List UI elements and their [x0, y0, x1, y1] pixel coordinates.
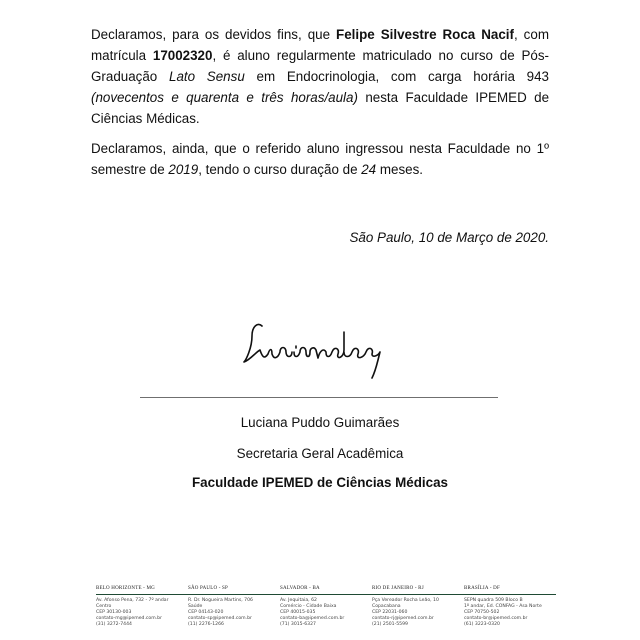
- text: Declaramos, para os devidos fins, que: [91, 27, 337, 42]
- office-district: 1º andar, Ed. CONFAG - Asa Norte: [464, 604, 542, 609]
- text: meses.: [376, 162, 424, 177]
- declaration-paragraph-enrollment: [91, 24, 549, 129]
- signatory-role: Secretaria Geral Acadêmica: [236, 446, 404, 461]
- hours-in-words: (novecentos e quarenta e três horas/aula): [91, 90, 358, 105]
- office-brasilia: [464, 586, 556, 628]
- course-duration-months: 24: [361, 162, 377, 177]
- text: , com matrícula: [91, 27, 549, 63]
- footer-offices: [96, 586, 556, 628]
- office-phone: (61) 3223-0320: [464, 622, 500, 627]
- office-address: Av. Afonso Pena, 732 - 7º andar: [96, 598, 169, 603]
- office-address: Av. Jequitaia, 62: [280, 598, 317, 603]
- office-email: contato-mg@ipemed.com.br: [96, 616, 162, 621]
- office-email: contato-rj@ipemed.com.br: [372, 616, 434, 621]
- declaration-paragraph-admission: [91, 138, 549, 180]
- office-belo-horizonte: [96, 586, 188, 628]
- office-cep: CEP 04143-020: [188, 610, 224, 615]
- office-email: contato-br@ipemed.com.br: [464, 616, 528, 621]
- office-cep: CEP 70750-502: [464, 610, 500, 615]
- office-address: R. Dr. Nogueira Martins, 706: [188, 598, 253, 603]
- registration-number: 17002320: [152, 48, 213, 63]
- office-cep: CEP 40015-035: [280, 610, 316, 615]
- office-district: Copacabana: [372, 604, 401, 609]
- handwritten-signature: [240, 312, 400, 382]
- student-name: Felipe Silvestre Roca Nacif: [336, 27, 514, 42]
- signatory-name: Luciana Puddo Guimarães: [240, 415, 400, 430]
- office-city: BRASÍLIA - DF: [464, 586, 556, 595]
- text: , tendo o curso duração de: [198, 162, 362, 177]
- office-phone: (31) 3272-7444: [96, 622, 132, 627]
- text: , é aluno regularmente matriculado no curso de Pós-Graduação: [91, 48, 549, 84]
- signature-line: [140, 397, 498, 398]
- office-city: SALVADOR - BA: [280, 586, 372, 595]
- office-district: Comércio - Cidade Baixa: [280, 604, 337, 609]
- office-rio-de-janeiro: [372, 586, 464, 628]
- admission-year: 2019: [168, 162, 199, 177]
- place-and-date: São Paulo, 10 de Março de 2020.: [349, 230, 549, 245]
- office-phone: (11) 2276-1266: [188, 622, 224, 627]
- office-city: RIO DE JANEIRO - RJ: [372, 586, 464, 595]
- course-type: Lato Sensu: [169, 69, 245, 84]
- office-city: BELO HORIZONTE - MG: [96, 586, 188, 595]
- office-district: Centro: [96, 604, 112, 609]
- text: Declaramos, ainda, que o referido aluno ingressou nesta Faculdade no 1º semestre de: [91, 141, 549, 177]
- institution-name: Faculdade IPEMED de Ciências Médicas: [192, 475, 448, 490]
- office-phone: (21) 2501-5599: [372, 622, 408, 627]
- text: nesta Faculdade IPEMED de Ciências Médicas.: [91, 90, 550, 126]
- text: em Endocrinologia, com carga horária 943: [244, 69, 549, 84]
- office-district: Saúde: [188, 604, 203, 609]
- office-phone: (71) 3015-6327: [280, 622, 316, 627]
- office-cep: CEP 22031-060: [372, 610, 408, 615]
- office-email: contato-sp@ipemed.com.br: [188, 616, 252, 621]
- office-address: Pça Vereador Rocha Leão, 10: [372, 598, 439, 603]
- office-email: contato-ba@ipemed.com.br: [280, 616, 345, 621]
- office-city: SÃO PAULO - SP: [188, 586, 280, 595]
- office-sao-paulo: [188, 586, 280, 628]
- office-cep: CEP 30130-003: [96, 610, 132, 615]
- office-address: SEPN quadra 509 Bloco B: [464, 598, 523, 603]
- office-salvador: [280, 586, 372, 628]
